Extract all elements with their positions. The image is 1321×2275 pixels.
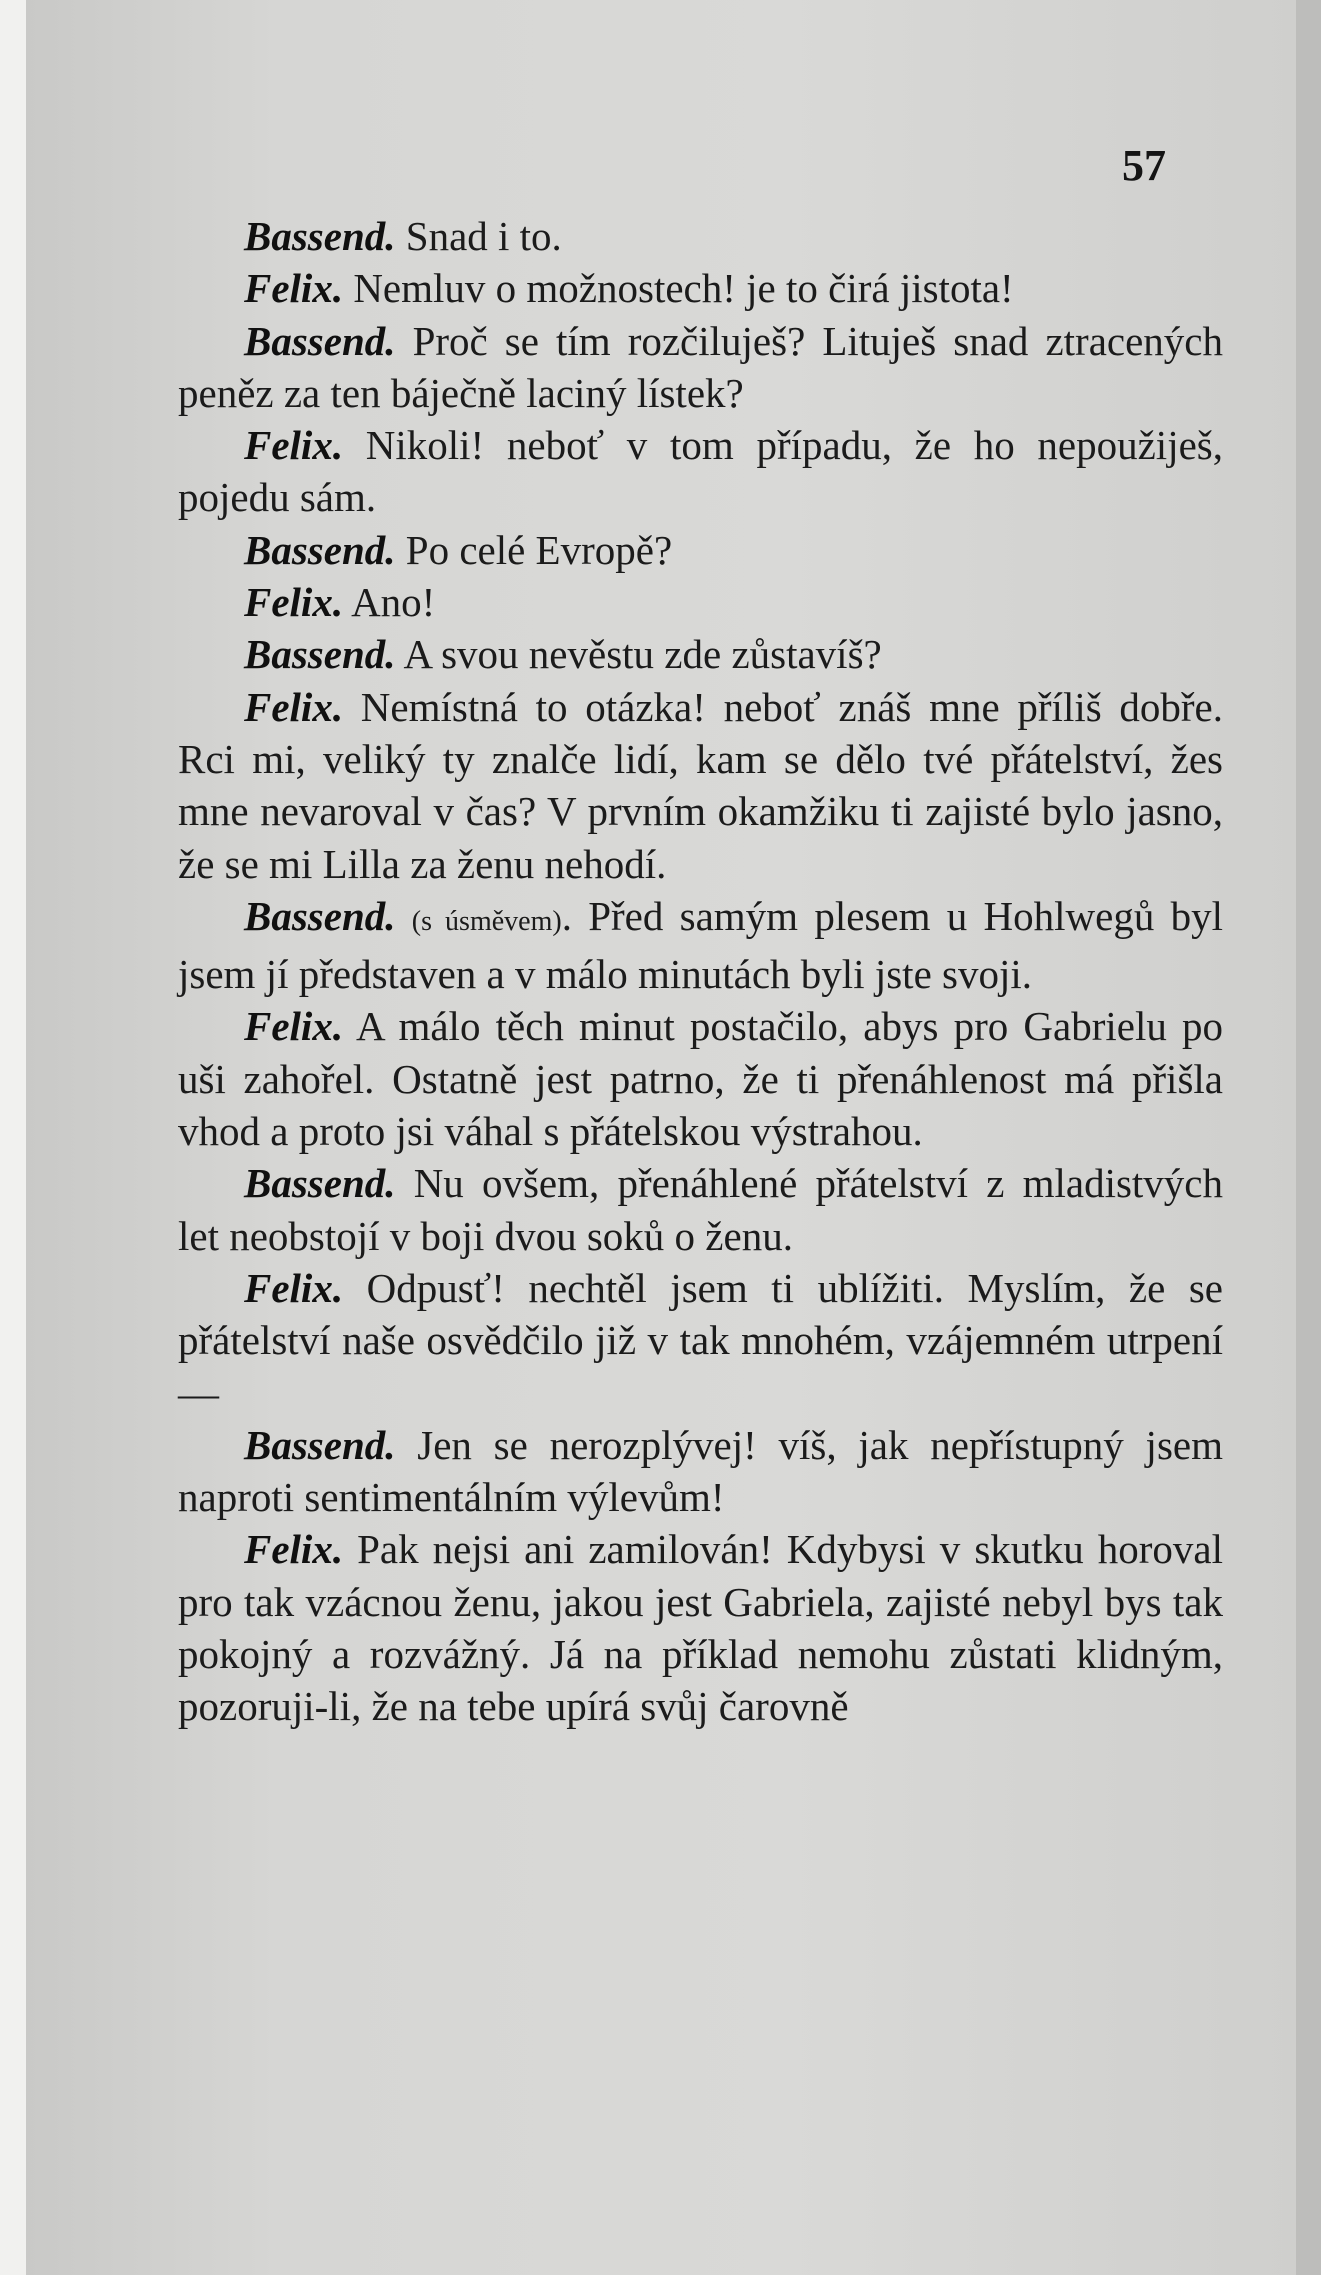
line-text: Nu ovšem, přenáhlené přátelství z mladistvých let neobstojí v boji dvou soků o ženu.	[178, 1160, 1223, 1259]
line-text: A svou nevěstu zde zůstavíš?	[395, 631, 882, 678]
paragraph	[178, 1523, 1223, 1732]
page-number: 57	[1122, 141, 1166, 190]
line-text: Pak nejsi ani zamilován! Kdybysi v skutku horoval pro tak vzácnou ženu, jakou jest Gabriela, zajisté nebyl bys tak pokojný a rozvážný. Já na příklad nemohu zůstati klidným, pozoruji-li, že na tebe upírá svůj čarovně	[178, 1526, 1223, 1730]
line-text: Jen se nerozplývej! víš, jak nepřístupný jsem naproti sentimentálním výlevům!	[178, 1421, 1223, 1521]
line-text: . Před samým plesem u Hohlwegů byl jsem jí představen a v málo minutách byli jste svoji.	[178, 892, 1224, 998]
line-text: Nemístná to otázka! neboť znáš mne příliš dobře. Rci mi, veliký ty znalče lidí, kam se dělo tvé přátelství, žes mne nevaroval v čas? V prvním okamžiku ti zajisté bylo jasno, že se mi Lilla za ženu nehodí.	[178, 683, 1223, 887]
speaker-name: Felix.	[244, 265, 344, 312]
paragraph	[178, 1419, 1223, 1524]
paragraph	[178, 576, 1223, 628]
speaker-name: Felix.	[244, 683, 344, 730]
paragraph	[178, 1262, 1223, 1419]
speaker-name: Bassend.	[244, 631, 396, 678]
speaker-name: Bassend.	[244, 317, 396, 364]
stage-direction: (s úsměvem)	[411, 905, 562, 937]
dialogue-text	[178, 210, 1223, 1733]
paragraph	[178, 524, 1223, 576]
speaker-name: Felix.	[244, 1526, 344, 1573]
speaker-name: Felix.	[244, 579, 344, 626]
line-text: Snad i to.	[395, 213, 562, 259]
line-text: Nemluv o možnostech! je to čirá jistota!	[343, 265, 1014, 312]
line-text: Po celé Evropě?	[395, 526, 673, 573]
line-text: A málo těch minut postačilo, abys pro Gabrielu po uši zahořel. Ostatně jest patrno, že ti přenáhlenost má přišla vhod a proto jsi váhal s přátelskou výstrahou.	[178, 1003, 1223, 1155]
paragraph	[178, 262, 1223, 314]
speaker-name: Bassend.	[244, 1160, 396, 1207]
speaker-name: Bassend.	[244, 526, 396, 573]
line-text: Odpusť! nechtěl jsem ti ublížiti. Myslím, že se přátelství naše osvědčilo již v tak mnohém, vzájemném utrpení —	[178, 1264, 1223, 1416]
paragraph	[178, 1000, 1223, 1157]
paragraph	[178, 210, 1223, 262]
speaker-name: Felix.	[244, 422, 344, 469]
page-left-edge	[0, 0, 29, 2275]
paragraph	[178, 681, 1223, 890]
paragraph	[178, 890, 1223, 1001]
speaker-name: Bassend.	[244, 892, 396, 939]
line-text: Ano!	[343, 579, 436, 626]
speaker-name: Bassend.	[244, 1421, 396, 1468]
paragraph	[178, 628, 1223, 680]
speaker-name: Felix.	[244, 1003, 344, 1050]
line-text: Nikoli! neboť v tom případu, že ho nepoužiješ, pojedu sám.	[178, 422, 1223, 521]
paragraph	[178, 419, 1223, 524]
speaker-name: Bassend.	[244, 213, 396, 259]
paragraph	[178, 1157, 1223, 1262]
speaker-name: Felix.	[244, 1264, 344, 1311]
line-text: Proč se tím rozčiluješ? Lituješ snad ztracených peněz za ten báječně laciný lístek?	[178, 317, 1223, 416]
paragraph	[178, 315, 1223, 420]
book-page	[26, 0, 1296, 2275]
